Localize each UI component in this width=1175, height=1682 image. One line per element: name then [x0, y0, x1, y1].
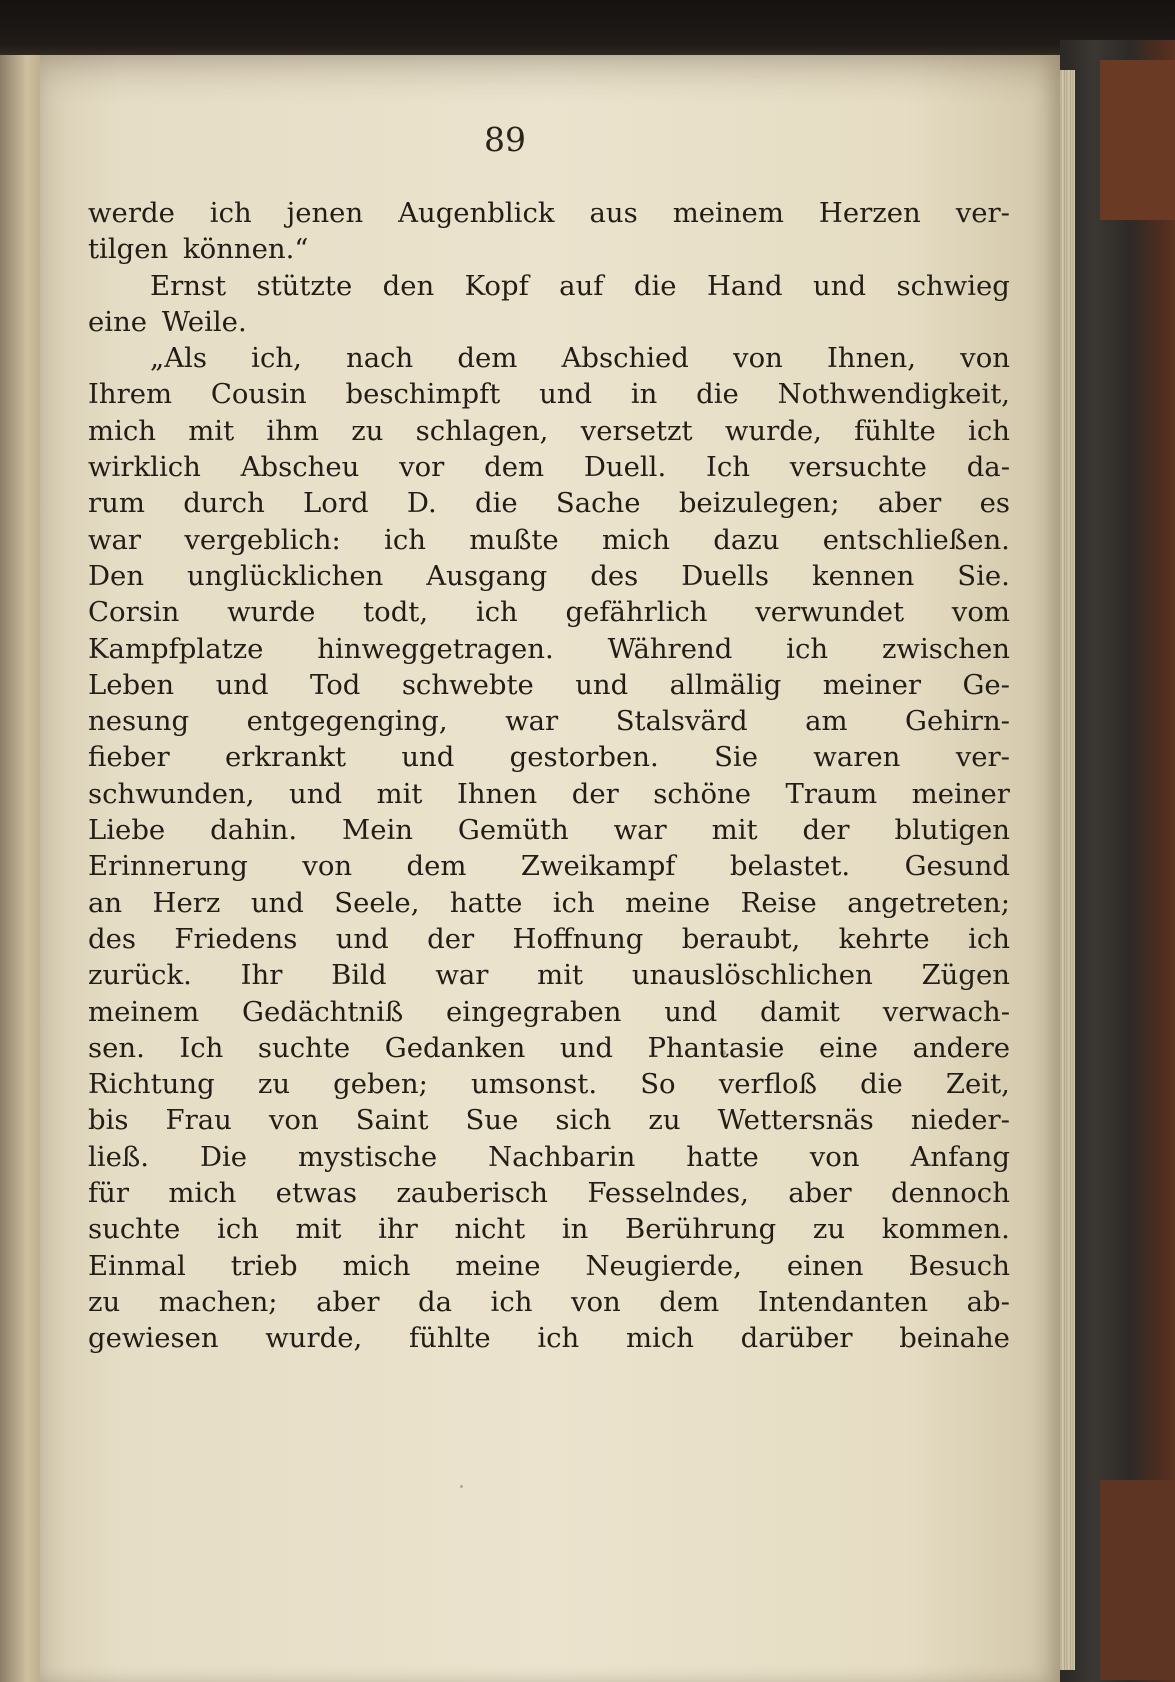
text-line — [88, 1211, 1010, 1247]
word: ich — [209, 197, 252, 229]
word: meinem — [672, 197, 784, 229]
word: und — [401, 741, 455, 774]
word: nicht — [454, 1213, 526, 1246]
word: beschimpft — [345, 378, 501, 411]
word: und — [664, 995, 718, 1028]
word: wurde, — [265, 1322, 363, 1355]
word: jenen — [286, 197, 364, 229]
word: der — [802, 814, 850, 847]
word: Kampfplatze — [88, 632, 264, 665]
word: und — [813, 269, 867, 302]
word: darüber — [740, 1322, 853, 1355]
word: belastet. — [729, 850, 851, 883]
word: es — [979, 487, 1010, 520]
word: dahin. — [210, 814, 298, 847]
word: durch — [183, 487, 265, 520]
word: ich — [968, 414, 1010, 447]
word: die — [474, 487, 518, 520]
word: einen — [786, 1249, 864, 1282]
word: mich — [342, 1249, 411, 1282]
word: von — [268, 1104, 319, 1137]
word: beraubt, — [681, 922, 801, 955]
word: kennen — [811, 559, 915, 592]
word: ich — [475, 596, 518, 629]
word: von — [302, 850, 353, 883]
ink-spot — [460, 1485, 463, 1488]
word: sich — [555, 1104, 612, 1137]
word: Reise — [740, 886, 817, 919]
word: und — [575, 668, 629, 701]
word: Sie. — [957, 559, 1010, 592]
word: Augenblick — [398, 197, 555, 229]
text-line — [88, 667, 1010, 703]
word: waren — [813, 741, 901, 774]
word: und — [250, 886, 304, 919]
word: sen. — [88, 1031, 145, 1064]
text-line: tilgen können.“ — [88, 233, 309, 266]
word: bis — [88, 1104, 129, 1137]
word: Saint — [355, 1104, 429, 1137]
text-line — [88, 703, 1010, 739]
word: den — [382, 269, 435, 302]
word: zu — [812, 1213, 846, 1246]
word: zwischen — [881, 632, 1010, 665]
word: war — [613, 814, 667, 847]
word: schwunden, — [88, 777, 255, 810]
text-line — [88, 1030, 1010, 1066]
word: meiner — [911, 777, 1010, 810]
word: Phantasie — [647, 1031, 785, 1064]
word: die — [696, 378, 739, 411]
word: des — [590, 559, 639, 592]
text-line — [88, 1284, 1010, 1320]
word: Traum — [785, 777, 878, 810]
word: Den — [88, 559, 145, 592]
word: beinahe — [899, 1322, 1010, 1355]
word: Ihnen — [456, 777, 538, 810]
word: blutigen — [894, 814, 1010, 847]
word: ich — [537, 1322, 580, 1355]
word: Gesund — [904, 850, 1010, 883]
word: Erinnerung — [88, 850, 248, 883]
text-line — [88, 631, 1010, 667]
word: Nachbarin — [488, 1140, 636, 1173]
word: des — [88, 922, 136, 955]
word: Lord — [303, 487, 369, 520]
word: da — [418, 1285, 453, 1318]
word: angetreten; — [847, 886, 1010, 919]
word: meinem — [88, 995, 200, 1028]
text-line — [88, 1066, 1010, 1102]
word: schwebte — [401, 668, 534, 701]
word: fühlte — [408, 1322, 491, 1355]
word: mich — [625, 1322, 694, 1355]
word: zauberisch — [396, 1177, 548, 1210]
text-line — [88, 195, 1010, 231]
word: Berührung — [625, 1213, 777, 1246]
text-line — [88, 1248, 1010, 1284]
word: Richtung — [88, 1068, 215, 1101]
text-line — [88, 812, 1010, 848]
word: suchte — [88, 1213, 181, 1246]
word: Bild — [331, 959, 387, 992]
text-line — [88, 739, 1010, 775]
word: Liebe — [88, 814, 166, 847]
word: aber — [788, 1177, 852, 1210]
text-line — [88, 885, 1010, 921]
word: Intendanten — [757, 1285, 929, 1318]
word: Ich — [179, 1031, 224, 1064]
word: meine — [455, 1249, 541, 1282]
word: mich — [88, 414, 156, 447]
word: Kopf — [464, 269, 529, 302]
text-line — [88, 776, 1010, 812]
word: unglücklichen — [187, 559, 384, 592]
word: Sue — [465, 1104, 519, 1137]
word: von — [809, 1140, 860, 1173]
word: kommen. — [881, 1213, 1010, 1246]
word: verfloß — [718, 1068, 817, 1101]
word: Seele, — [334, 886, 420, 919]
word: von — [960, 342, 1010, 375]
word: von — [570, 1285, 621, 1318]
text-line — [88, 522, 1010, 558]
word: gewiesen — [88, 1322, 219, 1355]
word: nach — [345, 342, 414, 375]
word: Zweikampf — [520, 850, 676, 883]
word: Duell. — [583, 451, 667, 484]
word: gestorben. — [509, 741, 659, 774]
word: versuchte — [789, 451, 927, 484]
word: in — [561, 1213, 589, 1246]
facing-page-edge — [0, 55, 45, 1682]
text-line — [88, 957, 1010, 993]
text-line — [88, 1102, 1010, 1138]
word: ihr — [378, 1213, 418, 1246]
text-line — [88, 1320, 1010, 1356]
word: der — [571, 777, 619, 810]
word: ich — [968, 922, 1010, 955]
word: damit — [760, 995, 840, 1028]
word: versetzt — [580, 414, 693, 447]
word: aber — [316, 1285, 380, 1318]
word: andere — [912, 1031, 1010, 1064]
word: wurde — [227, 596, 316, 629]
word: Neugierde, — [585, 1249, 742, 1282]
word: etwas — [275, 1177, 358, 1210]
word: und — [289, 777, 343, 810]
word: ich — [490, 1285, 533, 1318]
word: ver- — [955, 741, 1010, 774]
text-line — [88, 449, 1010, 485]
word: die — [633, 269, 677, 302]
word: ich — [384, 523, 426, 556]
word: Leben — [88, 668, 175, 701]
word: schlagen, — [415, 414, 549, 447]
text-line — [88, 558, 1010, 594]
word: Herzen — [818, 197, 921, 229]
word: dazu — [713, 523, 780, 556]
word: und — [559, 1031, 613, 1064]
word: ver- — [955, 197, 1010, 229]
word: wirklich — [88, 451, 201, 484]
word: Frau — [165, 1104, 232, 1137]
text-line — [88, 1175, 1010, 1211]
word: Sie — [714, 741, 758, 774]
word: mit — [188, 414, 235, 447]
word: Abschied — [561, 342, 689, 375]
word: nieder- — [910, 1104, 1010, 1137]
word: und — [539, 378, 593, 411]
word: suchte — [257, 1031, 351, 1064]
word: geben; — [333, 1068, 428, 1101]
word: Fesselndes, — [587, 1177, 749, 1210]
word: Duells — [681, 559, 769, 592]
word: Tod — [310, 668, 361, 701]
word: war — [88, 523, 142, 556]
word: Einmal — [88, 1249, 186, 1282]
word: Besuch — [908, 1249, 1010, 1282]
word: allmälig — [669, 668, 782, 701]
word: von — [733, 342, 783, 375]
cover-corner-bottom — [1100, 1480, 1175, 1680]
word: fühlte — [854, 414, 936, 447]
word: eine — [818, 1031, 879, 1064]
word: Corsin — [88, 596, 180, 629]
word: mich — [601, 523, 670, 556]
word: und — [215, 668, 269, 701]
word: eingegraben — [446, 995, 622, 1028]
word: Während — [607, 632, 733, 665]
word: mit — [711, 814, 758, 847]
word: Ernst — [150, 269, 227, 302]
word: ließ. — [88, 1140, 149, 1173]
word: entschließen. — [822, 523, 1010, 556]
word: Gemüth — [457, 814, 569, 847]
text-line — [88, 921, 1010, 957]
text-line — [88, 268, 1010, 304]
word: mit — [295, 1213, 342, 1246]
word: mußte — [469, 523, 559, 556]
word: ab- — [966, 1285, 1010, 1318]
word: Mein — [342, 814, 413, 847]
word: „Als — [150, 342, 208, 375]
word: Abscheu — [240, 451, 360, 484]
word: vom — [951, 596, 1010, 629]
text-line — [88, 1139, 1010, 1175]
word: Stalsvärd — [615, 705, 748, 738]
word: ich — [786, 632, 829, 665]
word: war — [505, 705, 559, 738]
text-line — [88, 848, 1010, 884]
word: mit — [376, 777, 423, 810]
text-line — [88, 340, 1010, 376]
word: für — [88, 1177, 130, 1210]
page-number: 89 — [484, 120, 526, 159]
word: fieber — [88, 741, 170, 774]
word: zurück. — [88, 959, 192, 992]
word: Gedächtniß — [241, 995, 404, 1028]
text-line — [88, 413, 1010, 449]
word: Zügen — [921, 959, 1010, 992]
word: und — [335, 922, 389, 955]
word: Herz — [152, 886, 221, 919]
word: Gedanken — [384, 1031, 526, 1064]
word: der — [427, 922, 475, 955]
word: am — [805, 705, 848, 738]
text-line — [88, 376, 1010, 412]
word: mystische — [298, 1140, 438, 1173]
word: war — [435, 959, 489, 992]
word: Anfang — [910, 1140, 1010, 1173]
word: zu — [88, 1285, 121, 1318]
word: hatte — [686, 1140, 759, 1173]
word: Ihrem — [88, 378, 173, 411]
word: die — [860, 1068, 903, 1101]
word: mit — [537, 959, 584, 992]
word: dem — [406, 850, 467, 883]
word: da- — [966, 451, 1010, 484]
word: Wettersnäs — [717, 1104, 874, 1137]
book-cover — [1060, 40, 1175, 1682]
word: auf — [559, 269, 604, 302]
word: mich — [168, 1177, 237, 1210]
word: ich — [216, 1213, 259, 1246]
word: Nothwendigkeit, — [777, 378, 1010, 411]
word: umsonst. — [471, 1068, 598, 1101]
word: vor — [399, 451, 445, 484]
word: meine — [625, 886, 711, 919]
word: Zeit, — [945, 1068, 1010, 1101]
word: machen; — [158, 1285, 278, 1318]
word: unauslöschlichen — [631, 959, 873, 992]
word: Sache — [555, 487, 641, 520]
word: aber — [877, 487, 942, 520]
word: zu — [351, 414, 384, 447]
word: beizulegen; — [678, 487, 840, 520]
word: Ich — [705, 451, 750, 484]
word: Hoffnung — [512, 922, 644, 955]
word: dem — [659, 1285, 720, 1318]
word: an — [88, 886, 123, 919]
word: ich — [552, 886, 595, 919]
word: in — [630, 378, 658, 411]
body-text — [88, 195, 1010, 1357]
word: D. — [406, 487, 437, 520]
word: dem — [484, 451, 545, 484]
word: zu — [648, 1104, 681, 1137]
word: Cousin — [210, 378, 307, 411]
word: vergeblich: — [184, 523, 341, 556]
word: ihm — [266, 414, 319, 447]
word: Die — [199, 1140, 248, 1173]
word: wurde, — [724, 414, 822, 447]
text-line — [88, 485, 1010, 521]
word: Ausgang — [426, 559, 548, 592]
word: verwundet — [755, 596, 905, 629]
word: stützte — [256, 269, 353, 302]
word: rum — [88, 487, 145, 520]
word: So — [640, 1068, 676, 1101]
word: aus — [589, 197, 638, 229]
word: Ge- — [962, 668, 1010, 701]
word: hatte — [449, 886, 523, 919]
word: ich, — [251, 342, 302, 375]
word: dennoch — [890, 1177, 1010, 1210]
text-line — [88, 594, 1010, 630]
word: Hand — [706, 269, 783, 302]
word: Gehirn- — [905, 705, 1010, 738]
word: hinweggetragen. — [317, 632, 554, 665]
word: Friedens — [174, 922, 298, 955]
word: todt, — [363, 596, 429, 629]
word: schwieg — [896, 269, 1010, 302]
word: trieb — [230, 1249, 298, 1282]
word: dem — [457, 342, 518, 375]
word: nesung — [88, 705, 190, 738]
top-shadow — [0, 0, 1175, 62]
text-line: eine Weile. — [88, 305, 247, 338]
word: erkrankt — [224, 741, 347, 774]
word: gefährlich — [565, 596, 708, 629]
word: zu — [257, 1068, 291, 1101]
word: schöne — [653, 777, 752, 810]
word: Ihnen, — [827, 342, 917, 375]
text-line — [88, 994, 1010, 1030]
word: verwach- — [882, 995, 1010, 1028]
word: werde — [88, 197, 175, 229]
word: kehrte — [838, 922, 930, 955]
cover-corner-top — [1100, 60, 1175, 220]
word: Ihr — [240, 959, 283, 992]
word: meiner — [822, 668, 922, 701]
word: entgegenging, — [246, 705, 448, 738]
